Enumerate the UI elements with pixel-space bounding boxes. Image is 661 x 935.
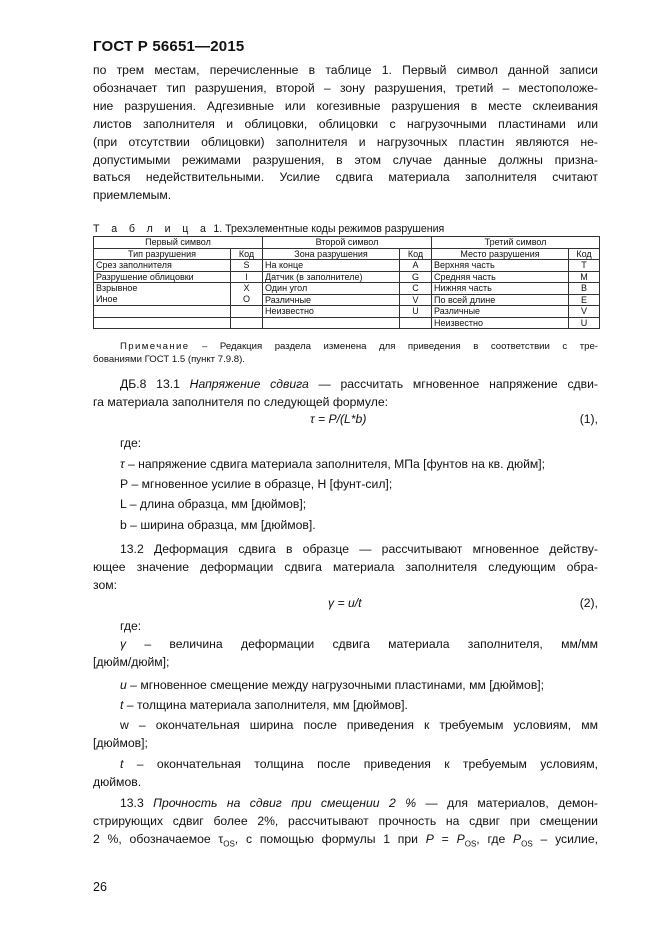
table-cell (400, 317, 432, 329)
text-line (93, 831, 598, 853)
group-header: Третий символ (432, 237, 600, 249)
table-cell: Срез заполнителя (94, 260, 231, 272)
text-line: [дюйм/дюйм]; (93, 654, 170, 669)
text-span: , с помощью формулы 1 при (234, 831, 426, 846)
table-cell (231, 306, 263, 318)
table-cell: На конце (263, 260, 400, 272)
section-term: Прочность на сдвиг при смещении 2 % (153, 796, 417, 810)
text-line: допустимыми режимами разрушения, в этом случае данные должны призна- (93, 152, 598, 167)
table-cell: V (569, 306, 600, 318)
column-header: Код (231, 248, 263, 260)
column-header: Место разрушения (432, 248, 569, 260)
table-row (94, 306, 600, 318)
definition-line: b – ширина образца, мм [дюймов]. (120, 518, 316, 532)
note-line (93, 340, 598, 353)
table-cell: T (569, 260, 600, 272)
standard-header: ГОСТ Р 56651—2015 (93, 38, 245, 55)
table-cell: Различные (263, 294, 400, 306)
note-line: бованиями ГОСТ 1.5 (пункт 7.9.8). (93, 354, 245, 365)
section-prefix: ДБ.8 13.1 (120, 377, 190, 391)
table-cell: Неизвестно (432, 317, 569, 329)
text-line (93, 636, 598, 654)
table-row (94, 271, 600, 283)
text-span: – усилие, (532, 831, 599, 846)
text-line: [дюймов]; (93, 735, 148, 750)
text-span: — для материалов, демон- (416, 796, 598, 810)
section-prefix: 13.3 (120, 796, 154, 810)
table-cell: M (569, 271, 600, 283)
text-line: обозначает тип разрушения, второй – зону разрушения, третий – местоположе- (93, 80, 598, 95)
column-header: Тип разрушения (94, 248, 231, 260)
text-line: листов заполнителя и облицовки, облицовки с нагрузочными пластинами или (93, 116, 598, 131)
definition-line: Р – мгновенное усилие в образце, Н [фунт-сил]; (120, 477, 393, 491)
table-cell: Различные (432, 306, 569, 318)
group-header: Первый символ (94, 237, 263, 249)
table-row (94, 283, 600, 295)
symbol: P (425, 831, 434, 846)
table-cell: X (231, 283, 263, 295)
definition-text: – величина деформации сдвига материала заполнителя, мм/мм (126, 637, 598, 651)
section-13-1 (93, 376, 598, 412)
table-cell: Взрывное (94, 283, 231, 295)
table-row (94, 260, 600, 272)
text-span: 2 %, обозначаемое τ (93, 831, 224, 846)
column-header: Зона разрушения (263, 248, 400, 260)
table-cell: Один угол (263, 283, 400, 295)
table-row (94, 294, 600, 306)
formula-2: γ = u/t (328, 596, 362, 610)
definition-line (120, 698, 408, 712)
table-cell (263, 317, 400, 329)
table-cell: Разрушение облицовки (94, 271, 231, 283)
table-cell: A (400, 260, 432, 272)
text-span: , где (476, 831, 514, 846)
text-line (93, 376, 598, 394)
symbol: P (513, 831, 522, 846)
column-header: Код (400, 248, 432, 260)
group-header: Второй символ (263, 237, 432, 249)
table-cell: Средняя часть (432, 271, 569, 283)
text-line (93, 756, 598, 774)
table-cell: Неизвестно (263, 306, 400, 318)
text-line: зом: (93, 577, 117, 592)
table-cell: C (400, 283, 432, 295)
page-number: 26 (93, 880, 107, 894)
text-line: ние разрушения. Адгезивные или когезивные разрушения в месте склеивания (93, 98, 598, 113)
table-cell: Нижняя часть (432, 283, 569, 295)
text-span: — рассчитать мгновенное напряжение сдви- (308, 377, 598, 391)
note-label: Примечание (120, 341, 190, 352)
table-subheader (94, 248, 600, 260)
table-cell: U (569, 317, 600, 329)
text-line: стрирующих сдвиг более 2%, рассчитывают прочность на сдвиг при смещении (93, 813, 598, 828)
symbol: u (120, 678, 127, 692)
table-cell: G (400, 271, 432, 283)
section-term: Напряжение сдвига (189, 377, 309, 391)
definition-text: – напряжение сдвига материала заполнителя, МПа [фунтов на кв. дюйм]; (124, 457, 546, 471)
equation-number-2: (2), (579, 596, 598, 610)
table-caption (93, 223, 444, 235)
definition-text: – окончательная толщина после приведения к требуемым условиям, (123, 757, 598, 771)
text-line: ющее значение деформации сдвига материала заполнителя следующим обра- (93, 559, 598, 574)
definition-w (93, 717, 598, 753)
symbol: t (120, 757, 124, 771)
text-line: га материала заполнителя по следующей формуле: (93, 394, 389, 409)
table-group-header (94, 237, 600, 249)
formula-1: τ = P/(L*b) (310, 412, 367, 426)
table-cell: U (400, 306, 432, 318)
section-13-2 (93, 541, 598, 595)
table-cell: Иное (94, 294, 231, 306)
subscript: OS (464, 839, 477, 849)
definition-text: – толщина материала заполнителя, мм [дюймов]. (123, 698, 408, 712)
symbol: P (456, 831, 465, 846)
definition-t (93, 756, 598, 792)
equation-number-1: (1), (579, 412, 598, 426)
text-line: (при отсутствии облицовки) заполнителя и нагрузочных пластин являются не- (93, 134, 598, 149)
where-label: где: (120, 436, 142, 450)
text-span: = (433, 831, 457, 846)
text-line: по трем местам, перечисленные в таблице 1. Первый символ данной записи (93, 63, 598, 77)
text-line: приемлемым. (93, 188, 172, 203)
table-row (94, 317, 600, 329)
subscript: OS (223, 839, 235, 849)
table-cell: По всей длине (432, 294, 569, 306)
symbol: t (120, 698, 124, 712)
table-cell: O (231, 294, 263, 306)
definition-line (120, 678, 544, 692)
table-cell (94, 317, 231, 329)
table-caption-label: Т а б л и ц а (93, 223, 211, 235)
text-line: ваться недействительными. Усилие сдвига материала заполнителя считают (93, 170, 598, 185)
text-line (93, 795, 598, 813)
section-13-3 (93, 795, 598, 853)
table-cell: I (231, 271, 263, 283)
table-cell: Верхняя часть (432, 260, 569, 272)
table-cell: B (569, 283, 600, 295)
where-label: где: (120, 619, 142, 633)
table-cell: S (231, 260, 263, 272)
text-line: дюймов. (93, 774, 142, 789)
definition-line (120, 457, 545, 471)
table-cell: Датчик (в заполнителе) (263, 271, 400, 283)
symbol: γ (120, 637, 127, 651)
failure-codes-table (93, 236, 600, 329)
table-cell (231, 317, 263, 329)
table-cell: E (569, 294, 600, 306)
symbol: τ (120, 457, 125, 471)
table-note (93, 340, 598, 366)
table-cell: V (400, 294, 432, 306)
note-text: – Редакция раздела изменена для приведения в соответствии с тре- (189, 341, 598, 352)
table-caption-text: 1. Трехэлементные коды режимов разрушения (213, 223, 445, 235)
definition-text: – мгновенное смещение между нагрузочными пластинами, мм [дюймов]; (126, 678, 545, 692)
definition-line: L – длина образца, мм [дюймов]; (120, 497, 307, 511)
text-line: 13.2 Деформация сдвига в образце — рассчитывают мгновенное действу- (120, 542, 598, 556)
column-header: Код (569, 248, 600, 260)
subscript: OS (521, 839, 533, 849)
table-cell (94, 306, 231, 318)
definition-gamma (93, 636, 598, 672)
intro-paragraph (93, 62, 598, 205)
text-line: w – окончательная ширина после приведения к требуемым условиям, мм (120, 718, 598, 732)
